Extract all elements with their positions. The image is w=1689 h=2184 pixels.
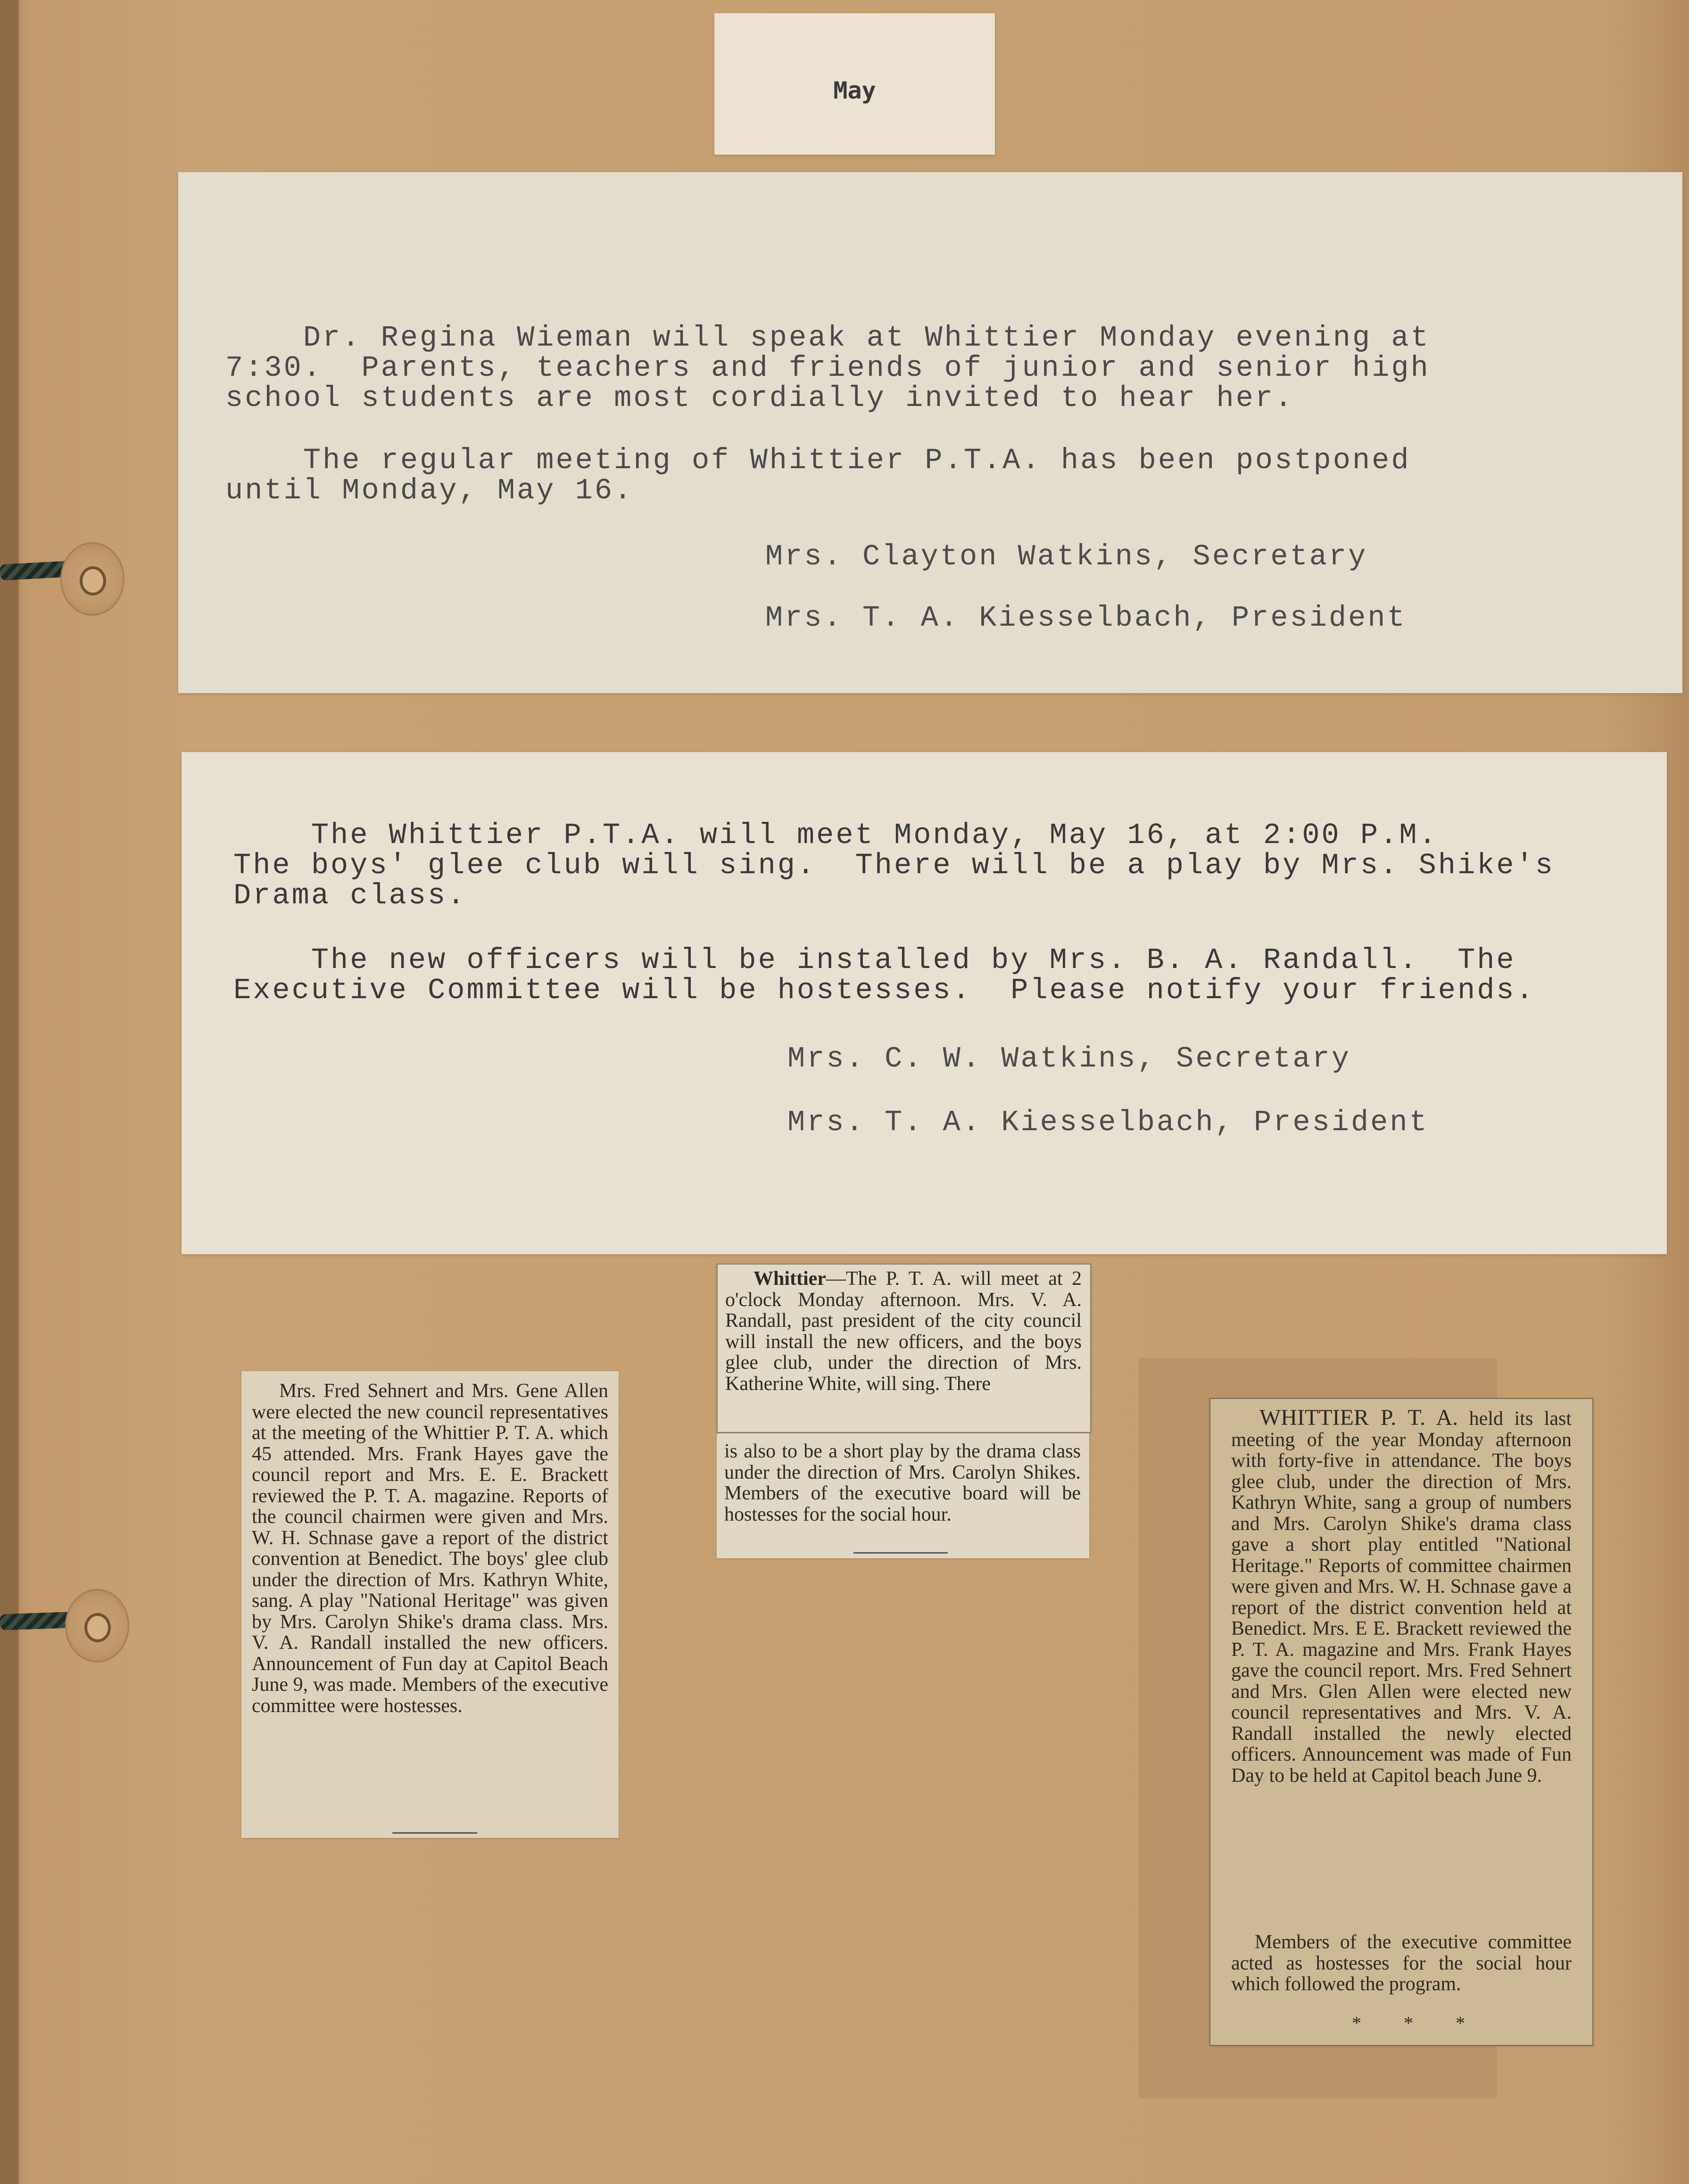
clipping-right-lead: WHITTIER P. T. A. bbox=[1259, 1405, 1458, 1430]
month-label: May bbox=[833, 77, 876, 104]
newspaper-clipping-middle-top bbox=[717, 1264, 1091, 1433]
binding-hole-bottom bbox=[65, 1589, 129, 1663]
notice1-president: Mrs. T. A. Kiesselbach, President bbox=[765, 601, 1407, 635]
notice2-paragraph2-line1: The new officers will be installed by Mrs. B. A. Randall. The bbox=[233, 943, 1516, 977]
notice1-paragraph1-line3: school students are most cordially invited to hear her. bbox=[225, 381, 1294, 415]
notice1-paragraph2-line2: until Monday, May 16. bbox=[225, 474, 634, 507]
clipping-right-ornament: * * * bbox=[1352, 2012, 1484, 2034]
newspaper-clipping-right bbox=[1209, 1398, 1593, 2046]
clipping-middle-rule bbox=[853, 1552, 948, 1554]
clipping-middle-text-b: is also to be a short play by the drama class under the direction of Mrs. Carolyn Shikes. Members of the executive board will be hostesses for the social hour. bbox=[724, 1440, 1081, 1525]
notice1-secretary: Mrs. Clayton Watkins, Secretary bbox=[765, 540, 1368, 573]
clipping-left-text: Mrs. Fred Sehnert and Mrs. Gene Allen were elected the new council representatives at the meeting of the Whittier P. T. A. which 45 attended. Mrs. Frank Hayes gave the council report and Mrs. E. E. Brackett reviewed the P. T. A. magazine. Reports of the council chairmen were given and Mrs. W. H. Schnase gave a report of the district convention at Benedict. The boys' glee club under the direction of Mrs. Kathryn White, sang. A play "National Heritage" was given by Mrs. Carolyn Shike's drama class. Mrs. V. A. Randall installed the new officers. Announcement of Fun day at Capitol Beach June 9, was made. Members of the executive committee were hostesses. bbox=[252, 1380, 608, 1717]
notice2-secretary: Mrs. C. W. Watkins, Secretary bbox=[787, 1042, 1351, 1075]
binding-hole-top bbox=[60, 542, 124, 616]
notice1-paragraph2-line1: The regular meeting of Whittier P.T.A. has been postponed bbox=[225, 444, 1411, 477]
notice1-paragraph1-line1: Dr. Regina Wieman will speak at Whittier Monday evening at bbox=[225, 321, 1430, 355]
clipping-right-text-a: WHITTIER P. T. A. held its last meeting of the year Monday afternoon with forty-five in attendance. The boys glee club, under the direction of Mrs. Kathryn White, sang a group of numbers and Mrs. Carolyn Shike's drama class gave a short play entitled "National Heritage." Reports of committee chairmen were given and Mrs. W. H. Schnase gave a report of the district convention held at Benedict. Mrs. E E. Brackett reviewed the P. T. A. magazine and Mrs. Frank Hayes gave the council report. Mrs. Fred Sehnert and Mrs. Glen Allen were elected new council representatives and Mrs. V. A. Randall installed the newly elected officers. Announcement was made of Fun Day to be held at Capitol beach June 9. bbox=[1231, 1405, 1572, 1787]
newspaper-clipping-middle-bottom bbox=[717, 1433, 1089, 1558]
clipping-middle-text-a: Whittier—The P. T. A. will meet at 2 o'clock Monday afternoon. Mrs. V. A. Randall, past president of the city council will install the new officers, and the boys glee club, under the direction of Mrs. Katherine White, will sing. There bbox=[725, 1268, 1082, 1395]
clipping-middle-lead: Whittier bbox=[753, 1268, 826, 1290]
typed-notice-2 bbox=[182, 752, 1667, 1254]
notice2-paragraph2-line2: Executive Committee will be hostesses. Please notify your friends. bbox=[233, 974, 1535, 1007]
clipping-left-rule bbox=[392, 1832, 477, 1834]
clipping-right-text-b: Members of the executive committee acted as hostesses for the social hour which followed the program. bbox=[1231, 1931, 1572, 1995]
binding-edge bbox=[0, 0, 19, 2184]
notice2-president: Mrs. T. A. Kiesselbach, President bbox=[787, 1106, 1429, 1139]
notice2-paragraph1-line3: Drama class. bbox=[233, 879, 467, 912]
month-tab bbox=[714, 13, 995, 155]
newspaper-clipping-left bbox=[241, 1371, 619, 1838]
notice2-paragraph1-line2: The boys' glee club will sing. There will be a play by Mrs. Shike's bbox=[233, 849, 1555, 882]
notice1-paragraph1-line2: 7:30. Parents, teachers and friends of junior and senior high bbox=[225, 351, 1430, 385]
notice2-paragraph1-line1: The Whittier P.T.A. will meet Monday, May 16, at 2:00 P.M. bbox=[233, 819, 1438, 852]
typed-notice-1 bbox=[178, 172, 1682, 693]
